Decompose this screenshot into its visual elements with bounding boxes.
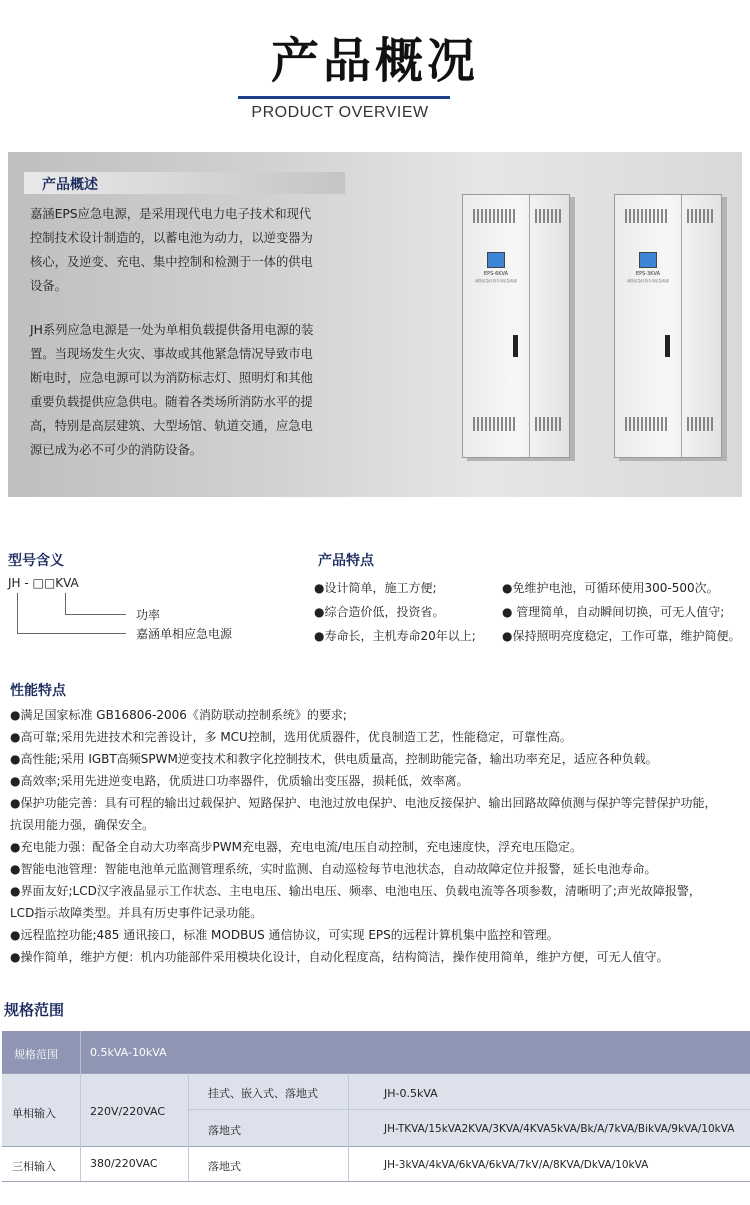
single-phase-type: 落地式 bbox=[208, 1124, 241, 1137]
model-code: JH - □□KVA bbox=[8, 576, 79, 590]
single-phase-models: JH-TKVA/15kVA2KVA/3KVA/4KVA5kVA/Bk/A/7kVA/BikVA/9kVA/10kVA bbox=[384, 1123, 735, 1135]
overview-line: 控制技术设计制造的，以蓄电池为动力，以逆变器为 bbox=[30, 231, 313, 245]
lcd-display bbox=[639, 252, 657, 268]
performance-item: LCD指示故障类型。并具有历史事件记录功能。 bbox=[10, 906, 263, 920]
model-label-name: 嘉涵单相应急电源 bbox=[136, 627, 233, 641]
single-phase-label: 单相输入 bbox=[12, 1107, 56, 1120]
model-meaning-heading: 型号含义 bbox=[8, 553, 64, 569]
vent-grille bbox=[535, 209, 561, 223]
overview-line: 核心，及逆变、充电、集中控制和检测于一体的供电 bbox=[30, 255, 313, 269]
feature-item: ●综合造价低，投资省。 bbox=[314, 605, 445, 619]
cabinet-label: EPS-6KVA bbox=[483, 271, 509, 277]
overview-line: 重要负载提供应急供电。随着各类场所消防水平的提 bbox=[30, 395, 313, 409]
feature-item: ●寿命长，主机寿命20年以上; bbox=[314, 629, 476, 643]
overview-heading-bar bbox=[24, 172, 345, 194]
product-features-heading: 产品特点 bbox=[318, 553, 374, 569]
overview-line: 设备。 bbox=[30, 279, 67, 293]
feature-item: ●免维护电池，可循环使用300-500次。 bbox=[502, 581, 719, 595]
feature-item: ●保持照明亮度稳定，工作可靠，维护简便。 bbox=[502, 629, 741, 643]
vent-grille bbox=[625, 209, 667, 223]
vent-grille bbox=[687, 209, 713, 223]
overview-paragraph-1 bbox=[30, 202, 330, 298]
overview-line: 源已成为必不可少的消防设备。 bbox=[30, 443, 203, 457]
performance-item: 抗误用能力强，确保安全。 bbox=[10, 818, 155, 832]
vent-grille bbox=[625, 417, 667, 431]
overview-paragraph-2 bbox=[30, 318, 330, 462]
spec-heading: 规格范围 bbox=[4, 1001, 65, 1019]
single-phase-voltage: 220V/220VAC bbox=[90, 1105, 166, 1118]
cabinet-label: EPS-3KVA bbox=[635, 271, 661, 277]
spec-header-label: 规格范围 bbox=[14, 1048, 58, 1061]
page-title: 产品概况 bbox=[270, 33, 479, 89]
single-phase-type: 挂式、嵌入式、落地式 bbox=[208, 1087, 318, 1100]
overview-line: 嘉涵EPS应急电源，是采用现代电力电子技术和现代 bbox=[30, 207, 312, 221]
page-subtitle: PRODUCT OVERVIEW bbox=[251, 104, 429, 121]
performance-item: ●操作简单，维护方便：机内功能部件采用模块化设计，自动化程度高，结构简洁，操作使用简单，维护方便，可无人值守。 bbox=[10, 950, 669, 964]
door-handle bbox=[665, 335, 670, 357]
title-underline bbox=[238, 96, 450, 99]
performance-item: ●高效率;采用先进逆变电路，优质进口功率器件，优质输出变压器，损耗低，效率离。 bbox=[10, 774, 469, 788]
overview-line: JH系列应急电源是一处为单相负载提供备用电源的装 bbox=[30, 323, 314, 337]
performance-item: ●保护功能完善：具有可程的输出过载保护、短路保护、电池过放电保护、电池反接保护、输出回路故障侦测与保护等完替保护功能， bbox=[10, 796, 717, 810]
cabinet-sublabel: 消防应急灯具专用应急电源 bbox=[475, 279, 517, 283]
overview-line: 高，特别是高层建筑、大型场馆、轨道交通，应急电 bbox=[30, 419, 313, 433]
eps-cabinet-image bbox=[462, 194, 570, 458]
vent-grille bbox=[473, 209, 515, 223]
three-phase-type: 落地式 bbox=[208, 1160, 241, 1173]
overview-line: 置。当现场发生火灾、事故或其他紧急情况导致市电 bbox=[30, 347, 313, 361]
three-phase-models: JH-3kVA/4kVA/6kVA/6kVA/7kV/A/8KVA/DkVA/10kVA bbox=[384, 1159, 649, 1171]
door-handle bbox=[513, 335, 518, 357]
eps-cabinet-image bbox=[614, 194, 722, 458]
performance-item: ●远程监控功能;485 通讯接口，标准 MODBUS 通信协议，可实现 EPS的远程计算机集中监控和管理。 bbox=[10, 928, 559, 942]
feature-item: ● 管理简单，自动瞬间切换，可无人值守; bbox=[502, 605, 725, 619]
performance-item: ●高可靠;采用先进技术和完善设计，多 MCU控制，选用优质器件，优良制造工艺，性能稳定，可靠性高。 bbox=[10, 730, 572, 744]
cabinet-sublabel: 消防应急灯具专用应急电源 bbox=[627, 279, 669, 283]
model-bracket-name bbox=[17, 593, 126, 634]
feature-item: ●设计简单，施工方便; bbox=[314, 581, 437, 595]
performance-item: ●界面友好;LCD汉字液晶显示工作状态、主电电压、输出电压、频率、电池电压、负载电流等各项参数，清晰明了;声光故障报警， bbox=[10, 884, 701, 898]
spec-header-row bbox=[2, 1031, 750, 1073]
overview-panel bbox=[8, 152, 742, 497]
three-phase-voltage: 380/220VAC bbox=[90, 1157, 158, 1170]
vent-grille bbox=[473, 417, 515, 431]
performance-item: ●高性能;采用 IGBT高频SPWM逆变技术和教字化控制技术，供电质量高，控制助能完备，输出功率充足，适应各种负载。 bbox=[10, 752, 658, 766]
performance-heading: 性能特点 bbox=[10, 683, 66, 699]
model-label-power: 功率 bbox=[136, 608, 161, 622]
lcd-display bbox=[487, 252, 505, 268]
spec-header-range: 0.5kVA-10kVA bbox=[90, 1046, 167, 1059]
performance-item: ●充电能力强：配备全自动大功率高步PWM充电器，充电电流/电压自动控制，充电速度快，浮充电压隐定。 bbox=[10, 840, 582, 854]
single-phase-models: JH-0.5kVA bbox=[384, 1087, 438, 1100]
performance-item: ●满足国家标准 GB16806-2006《消防联动控制系统》的要求; bbox=[10, 708, 347, 722]
vent-grille bbox=[535, 417, 561, 431]
overview-heading: 产品概述 bbox=[42, 177, 98, 193]
overview-line: 断电时，应急电源可以为消防标志灯、照明灯和其他 bbox=[30, 371, 313, 385]
three-phase-label: 三相输入 bbox=[12, 1160, 56, 1173]
performance-item: ●智能电池管理：智能电池单元监测管理系统，实时监测、自动巡检每节电池状态，自动故障定位并报警，延长电池寿命。 bbox=[10, 862, 657, 876]
vent-grille bbox=[687, 417, 713, 431]
